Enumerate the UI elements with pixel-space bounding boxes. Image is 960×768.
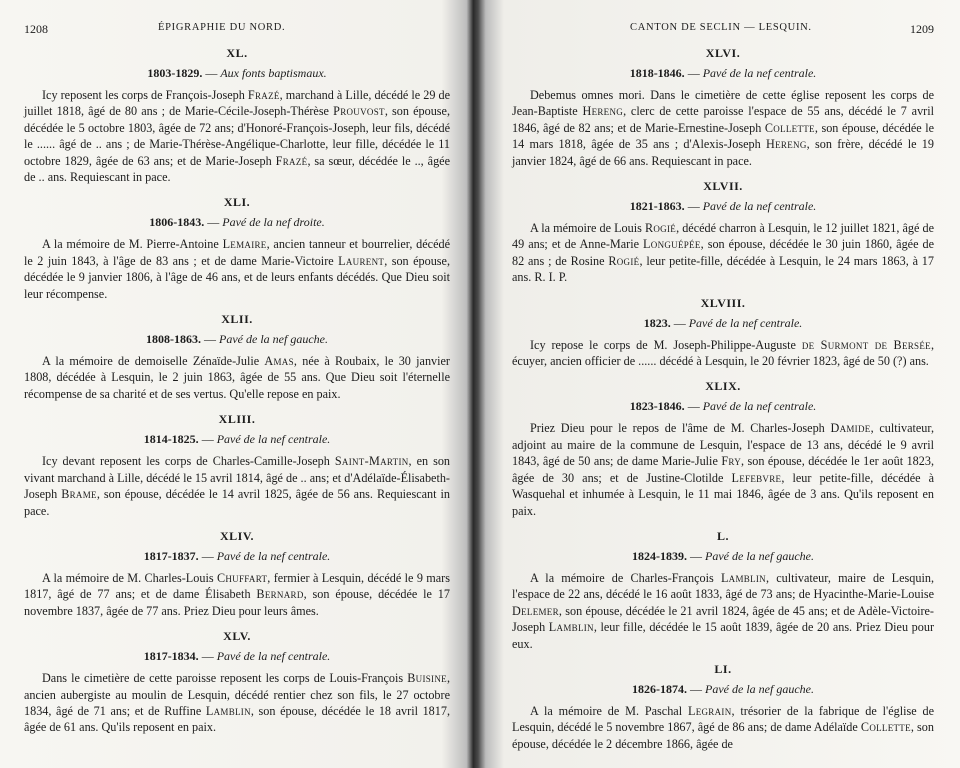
entry-number: XLI. — [223, 195, 251, 210]
entry-text — [512, 337, 934, 370]
surname: Buisine — [407, 671, 447, 686]
surname: de Surmont de Bersée — [801, 337, 931, 352]
entry-place: Pavé de la nef gauche. — [705, 681, 814, 696]
page-number: 1208 — [24, 22, 48, 36]
entry-place: Pavé de la nef centrale. — [216, 649, 331, 664]
surname: Frazé — [247, 88, 280, 102]
text-segment: , son épouse, décédée le 21 avril 1824, âgée de 45 ans; et de Adèle-Victoire-Joseph — [512, 603, 934, 635]
entry-number: XL. — [226, 46, 248, 60]
surname: Legrain — [687, 703, 732, 718]
surname: Fry — [721, 454, 741, 469]
running-head — [24, 22, 450, 40]
text-segment: Dans le cimetière de cette paroisse reposent les corps de Louis-François — [42, 671, 408, 686]
text-segment: Icy repose le corps de M. Joseph-Philippe-Auguste — [530, 337, 802, 352]
entry-dash: — — [670, 315, 689, 330]
entry-dash: — — [198, 432, 217, 447]
text-segment: , leur fille, décédée le 15 août 1839, âgée de 20 ans. Priez Dieu pour eux. — [512, 620, 934, 651]
text-segment: , ancien aubergiste au moulin de Lesquin, décédé rentier chez son fils, le 27 octobre 1834, âgé de 71 ans; et de Ruffine — [24, 671, 450, 718]
entry-years: 1818-1846. — [629, 66, 685, 80]
surname: Longuépée — [643, 237, 701, 252]
entry-place: Pavé de la nef gauche. — [705, 548, 814, 563]
entry-dash: — — [687, 681, 706, 696]
inscription-entry — [24, 195, 450, 302]
entry-years: 1826-1874. — [632, 681, 688, 696]
surname: Hereng — [766, 137, 807, 152]
entry-place: Aux fonts baptismaux. — [220, 66, 327, 80]
inscription-entry — [24, 629, 450, 736]
entry-location — [512, 316, 934, 331]
inscription-entry — [512, 379, 934, 518]
entry-location — [512, 399, 934, 414]
entry-place: Pavé de la nef centrale. — [702, 399, 817, 414]
text-segment: , trésorier de la fabrique de l'église de Lesquin, décédé le 5 novembre 1867, âgé de 86 ans; de dame Adélaïde — [512, 703, 934, 735]
text-segment: , son épouse, décédée le 14 mars 1818, âgée de 35 ans ; d'Alexis-Joseph — [512, 120, 934, 152]
entry-location — [512, 549, 934, 564]
entry-text — [24, 670, 450, 736]
text-segment: , sa sœur, décédée le .., âgée de .. ans. Requiescant in pace. — [24, 153, 450, 185]
entry-text — [24, 353, 450, 402]
surname: Lamblin — [720, 570, 766, 585]
entry-location — [24, 332, 450, 347]
text-segment: , son épouse, décédée le 30 juin 1860, âgée de 82 ans ; de Rosine — [512, 237, 934, 268]
entry-number: XLIII. — [218, 412, 256, 427]
entry-dash: — — [198, 548, 217, 563]
entry-number: XLVII. — [703, 179, 743, 194]
right-page — [498, 0, 960, 768]
entry-years: 1808-1863. — [146, 332, 202, 347]
entry-number: XLVI. — [705, 46, 741, 60]
text-segment: , fermier à Lesquin, décédé le 9 mars 1817, âgé de 77 ans; et de dame Élisabeth — [24, 570, 450, 602]
running-head — [512, 22, 934, 40]
entry-years: 1803-1829. — [147, 66, 203, 80]
surname: Amas — [264, 354, 294, 369]
entry-number: LI. — [714, 661, 732, 676]
text-segment: , en son vivant marchand à Lille, décédé le 15 avril 1814, âgé de .. ans; et d'Adélaïde-Élisabeth-Joseph — [24, 454, 451, 502]
text-segment: , son frère, décédé le 19 janvier 1824, âgé de 66 ans. Requiescant in pace. — [512, 137, 934, 168]
inscription-entry — [24, 46, 450, 185]
entry-years: 1806-1843. — [149, 215, 205, 230]
entry-dash: — — [684, 199, 703, 214]
entry-place: Pavé de la nef centrale. — [216, 548, 331, 563]
text-segment: , son épouse, décédée le 1er août 1823, âgée de 30 ans; et de Justine-Clotilde — [512, 454, 934, 485]
text-segment: , cultivateur, adjoint au maire de la commune de Lesquin, l'espace de 13 ans, décédé le 9 avril 1843, âgé de 50 ans; de dame Marie-Julie — [512, 421, 934, 469]
surname: Bernard — [256, 587, 304, 602]
text-segment: , leur petite-fille, décédée à Wasquehal et inhumée à Lesquin, le 11 mai 1846, âgée de 3 ans. Qu'ils reposent en paix. — [512, 470, 934, 518]
inscription-entry — [24, 529, 450, 619]
entry-dash: — — [687, 548, 706, 563]
entry-text — [512, 703, 934, 752]
surname: Rogié — [644, 221, 677, 236]
entry-location — [24, 432, 450, 447]
entry-years: 1824-1839. — [632, 548, 688, 563]
text-segment: Icy devant reposent les corps de Charles-Camille-Joseph — [42, 454, 335, 469]
inscription-entry — [512, 529, 934, 652]
surname: Lemaire — [222, 237, 267, 252]
surname: Hereng — [582, 104, 624, 119]
entry-location — [24, 66, 450, 81]
surname: Chuffart — [216, 570, 268, 585]
text-segment: , décédé charron à Lesquin, le 12 juillet 1821, âgé de 49 ans; et de Anne-Marie — [512, 221, 934, 252]
surname: Lamblin — [205, 703, 251, 718]
text-segment: A la mémoire de Charles-François — [530, 570, 721, 585]
text-segment: , son épouse, décédée le 14 avril 1825, âgée de 56 ans. Requiescant in pace. — [24, 487, 450, 518]
surname: Saint-Martin — [334, 454, 409, 469]
text-segment: , ancien tanneur et bourrelier, décédé le 2 juin 1843, à l'âge de 83 ans ; et de dame Marie-Victoire — [24, 237, 450, 268]
entry-location — [24, 649, 450, 664]
text-segment: , née à Roubaix, le 30 janvier 1808, décédée à Lesquin, le 2 juin 1863, âgée de 55 ans. Que Dieu soit l'éternelle récompense de sa charité et de ses vertus. Qu'elle repose en paix. — [24, 354, 450, 401]
text-segment: A la mémoire de M. Pierre-Antoine — [42, 237, 223, 252]
entry-years: 1821-1863. — [629, 199, 685, 214]
surname: Prouvost — [333, 104, 385, 119]
entry-place: Pavé de la nef centrale. — [702, 199, 817, 214]
entry-years: 1814-1825. — [143, 432, 199, 447]
surname: Laurent — [338, 253, 385, 268]
entry-text — [24, 453, 450, 519]
entry-dash: — — [684, 399, 703, 414]
text-segment: , son épouse, décédée le 5 octobre 1803, âgée de 72 ans; d'Honoré-François-Joseph, leur fils, décédé le ...... âgé de .. ans ; de Marie-Thérèse-Angélique-Charlotte, leur fille, décédée le 11 octobre 1829, âgée de 63 ans; et de Marie-Joseph — [24, 104, 450, 168]
entry-number: XLV. — [223, 629, 251, 644]
entry-location — [24, 549, 450, 564]
entry-text — [512, 570, 934, 652]
surname: Damide — [830, 421, 871, 436]
entry-number: XLII. — [221, 312, 253, 327]
entry-dash: — — [198, 649, 217, 664]
surname: Brame — [61, 487, 97, 502]
surname: Collette — [764, 120, 815, 135]
surname: Delemer — [512, 603, 559, 618]
page-number: 1209 — [910, 22, 934, 36]
entry-text — [512, 87, 934, 169]
inscription-list — [24, 46, 450, 736]
entry-number: XLVIII. — [700, 295, 746, 310]
inscription-entry — [512, 179, 934, 286]
surname: Rogié — [608, 253, 640, 268]
inscription-list — [512, 46, 934, 752]
inscription-entry — [24, 312, 450, 402]
surname: Frazé — [275, 153, 308, 168]
surname: Collette — [860, 720, 911, 735]
inscription-entry — [512, 46, 934, 169]
entry-text — [24, 87, 450, 185]
entry-place: Pavé de la nef centrale. — [216, 432, 331, 447]
entry-dash: — — [202, 66, 221, 80]
entry-place: Pavé de la nef centrale. — [688, 315, 803, 330]
text-segment: , leur petite-fille, décédée à Lesquin, le 24 mars 1863, à 17 ans. R. I. P. — [512, 253, 934, 285]
entry-number: XLIX. — [705, 379, 741, 394]
left-page — [0, 0, 462, 768]
surname: Lamblin — [548, 620, 594, 635]
entry-number: L. — [716, 528, 729, 543]
text-segment: A la mémoire de Louis — [530, 221, 645, 236]
text-segment: , son épouse, décédée le 18 avril 1817, âgée de 61 ans. Qu'ils reposent en paix. — [24, 703, 450, 735]
text-segment: , écuyer, ancien officier de ...... décédé à Lesquin, le 20 février 1823, âgé de 50 (?) ans. — [512, 337, 934, 369]
entry-dash: — — [204, 215, 223, 230]
text-segment: A la mémoire de M. Paschal — [530, 703, 688, 718]
running-title: CANTON DE SECLIN — LESQUIN. — [630, 22, 812, 33]
entry-years: 1817-1837. — [143, 548, 199, 563]
text-segment: , son épouse, décédée le 17 novembre 1837, âgée de 77 ans. Priez Dieu pour leurs âmes. — [24, 587, 450, 618]
text-segment: Debemus omnes mori. Dans le cimetière de cette église reposent les corps de Jean-Baptiste — [512, 88, 934, 119]
inscription-entry — [24, 412, 450, 519]
entry-place: Pavé de la nef centrale. — [702, 66, 817, 80]
text-segment: , marchand à Lille, décédé le 29 de juillet 1818, âgé de 80 ans ; de Marie-Cécile-Joseph-Thérèse — [24, 88, 451, 119]
entry-location — [512, 682, 934, 697]
entry-years: 1817-1834. — [143, 649, 199, 664]
text-segment: , cultivateur, maire de Lesquin, l'espace de 22 ans, décédé le 16 août 1833, âgé de 73 ans; de Hyacinthe-Marie-Louise — [512, 570, 934, 602]
text-segment: , clerc de cette paroisse l'espace de 55 ans, décédé le 7 avril 1846, âgé de 82 ans; et de Marie-Ernestine-Joseph — [512, 104, 934, 135]
entry-location — [512, 199, 934, 214]
entry-place: Pavé de la nef droite. — [222, 215, 325, 230]
entry-location — [512, 66, 934, 81]
entry-text — [24, 570, 450, 619]
entry-text — [24, 236, 450, 302]
text-segment: , son épouse, décédée le 2 décembre 1866, âgée de — [512, 720, 934, 751]
entry-location — [24, 215, 450, 230]
entry-text — [512, 220, 934, 286]
text-segment: , son épouse, décédée le 9 janvier 1806, à l'âge de 46 ans, et de leurs enfants décédés. Que Dieu soit leur récompense. — [24, 253, 450, 301]
text-segment: A la mémoire de demoiselle Zénaïde-Julie — [42, 354, 265, 369]
text-segment: Icy reposent les corps de François-Joseph — [42, 88, 248, 102]
entry-years: 1823-1846. — [629, 399, 685, 414]
inscription-entry — [512, 662, 934, 752]
running-title: ÉPIGRAPHIE DU NORD. — [158, 22, 286, 33]
text-segment: A la mémoire de M. Charles-Louis — [42, 570, 217, 585]
inscription-entry — [512, 296, 934, 370]
text-segment: Priez Dieu pour le repos de l'âme de M. Charles-Joseph — [530, 421, 831, 436]
entry-place: Pavé de la nef gauche. — [219, 332, 328, 347]
entry-dash: — — [684, 66, 703, 80]
entry-number: XLIV. — [220, 528, 254, 543]
surname: Lefebvre — [731, 470, 782, 485]
entry-dash: — — [201, 332, 220, 347]
entry-text — [512, 420, 934, 518]
entry-years: 1823. — [643, 315, 671, 330]
